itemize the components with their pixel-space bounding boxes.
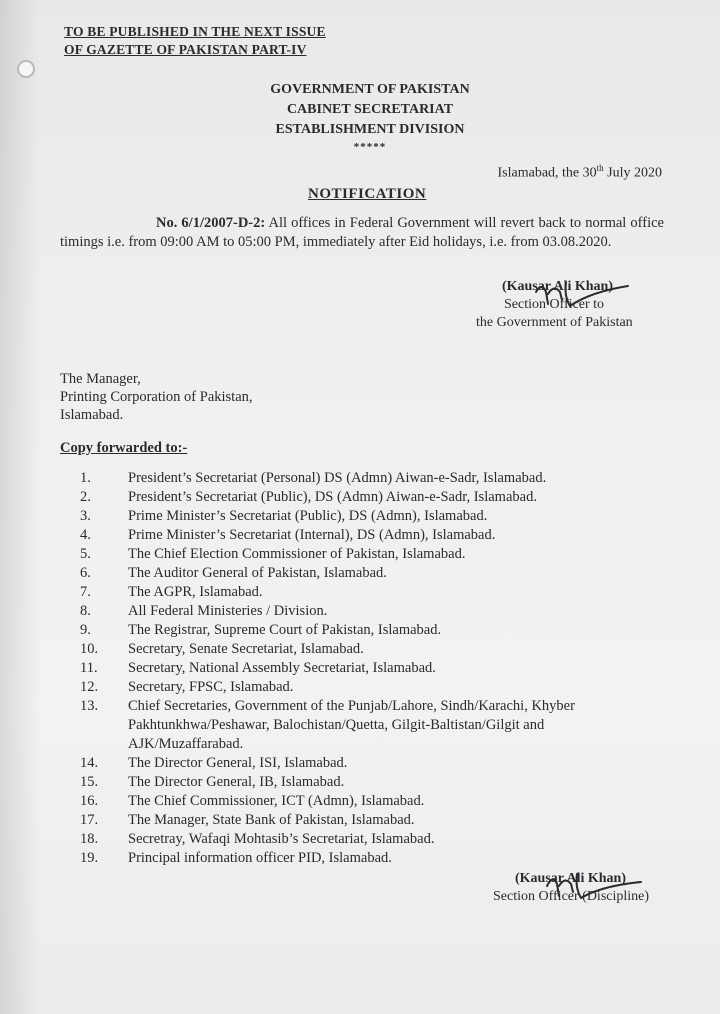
list-item: [80, 526, 640, 545]
list-item: [80, 792, 640, 811]
signatory-1-block: [476, 278, 656, 332]
list-item-number: 1.: [80, 470, 91, 486]
signatory-2-name: (Kausar Ali Khan): [515, 871, 626, 886]
list-item-text: The Auditor General of Pakistan, Islamabad.: [128, 565, 387, 581]
list-item-number: 7.: [80, 584, 91, 600]
list-item-text: The AGPR, Islamabad.: [128, 584, 263, 600]
list-item: [80, 602, 640, 621]
list-item: [80, 697, 640, 754]
list-item-number: 14.: [80, 755, 99, 771]
list-item-text: Secretray, Wafaqi Mohtasib’s Secretariat, Islamabad.: [128, 831, 435, 847]
list-item-text: Secretary, National Assembly Secretariat, Islamabad.: [128, 660, 436, 676]
letterhead-government: GOVERNMENT OF PAKISTAN: [270, 82, 470, 97]
list-item-text: Chief Secretaries, Government of the Punjab/Lahore, Sindh/Karachi, Khyber Pakhtunkhwa/Peshawar, Balochistan/Quetta, Gilgit-Baltistan/Gilgit and AJK/Muzaffarabad.: [128, 698, 575, 752]
list-item-text: Prime Minister’s Secretariat (Internal), DS (Admn), Islamabad.: [128, 527, 496, 543]
list-item-text: The Manager, State Bank of Pakistan, Islamabad.: [128, 812, 415, 828]
list-item-number: 3.: [80, 508, 91, 524]
list-item-number: 10.: [80, 641, 99, 657]
list-item-text: The Director General, ISI, Islamabad.: [128, 755, 348, 771]
list-item-number: 15.: [80, 774, 99, 790]
letterhead: [255, 80, 485, 154]
list-item-text: The Chief Commissioner, ICT (Admn), Islamabad.: [128, 793, 425, 809]
notification-number: No. 6/1/2007-D-2:: [156, 215, 266, 231]
letterhead-secretariat: CABINET SECRETARIAT: [286, 102, 454, 117]
date-rest: July 2020: [603, 165, 662, 181]
list-item-number: 4.: [80, 527, 91, 543]
list-item: [80, 583, 640, 602]
list-item-number: 12.: [80, 679, 99, 695]
gazette-notice-line1: TO BE PUBLISHED IN THE NEXT ISSUE: [64, 24, 326, 39]
list-item-text: All Federal Ministeries / Division.: [128, 603, 328, 619]
list-item-number: 2.: [80, 489, 91, 505]
list-item: [80, 564, 640, 583]
list-item: [80, 849, 640, 868]
gazette-notice-line2: OF GAZETTE OF PAKISTAN PART-IV: [64, 42, 307, 57]
list-item: [80, 678, 640, 697]
addressee-line3: Islamabad.: [60, 407, 124, 423]
list-item-number: 13.: [80, 698, 99, 714]
addressee-line1: The Manager,: [60, 371, 141, 387]
list-item-text: Secretary, Senate Secretariat, Islamabad.: [128, 641, 364, 657]
list-item: [80, 469, 640, 488]
page-shadow: [0, 0, 40, 1014]
letterhead-division: ESTABLISHMENT DIVISION: [275, 122, 465, 137]
list-item-text: The Registrar, Supreme Court of Pakistan, Islamabad.: [128, 622, 442, 638]
list-item: [80, 640, 640, 659]
notification-title: NOTIFICATION: [308, 186, 427, 202]
notification-text: All offices in Federal Government will revert back to normal office timings i.e. from 09:00 AM to 05:00 PM, immediately after Eid holidays, i.e. from 03.08.2020.: [60, 215, 664, 250]
signatory-2-designation: Section Officer (Discipline): [493, 889, 650, 904]
date-prefix: Islamabad, the 30: [497, 165, 597, 181]
list-item-number: 9.: [80, 622, 91, 638]
list-item-text: The Chief Election Commissioner of Pakistan, Islamabad.: [128, 546, 466, 562]
signatory-1-office: the Government of Pakistan: [476, 315, 633, 330]
list-item-text: President’s Secretariat (Public), DS (Admn) Aiwan-e-Sadr, Islamabad.: [128, 489, 537, 505]
addressee-line2: Printing Corporation of Pakistan,: [60, 389, 253, 405]
list-item: [80, 754, 640, 773]
list-item-number: 6.: [80, 565, 91, 581]
list-item-number: 11.: [80, 660, 98, 676]
list-item-text: Secretary, FPSC, Islamabad.: [128, 679, 294, 695]
list-item: [80, 621, 640, 640]
list-item-number: 8.: [80, 603, 91, 619]
document-date: [498, 163, 663, 182]
list-item-text: Principal information officer PID, Islamabad.: [128, 850, 392, 866]
list-item-number: 18.: [80, 831, 99, 847]
list-item-number: 19.: [80, 850, 99, 866]
list-item: [80, 773, 640, 792]
list-item: [80, 545, 640, 564]
notification-body: [60, 214, 664, 252]
list-item-text: The Director General, IB, Islamabad.: [128, 774, 345, 790]
list-item-number: 16.: [80, 793, 99, 809]
list-item-text: Prime Minister’s Secretariat (Public), DS (Admn), Islamabad.: [128, 508, 488, 524]
letterhead-stars: *****: [353, 141, 387, 153]
list-item-number: 17.: [80, 812, 99, 828]
list-item: [80, 659, 640, 678]
signatory-1-name: (Kausar Ali Khan): [502, 279, 613, 294]
list-item: [80, 830, 640, 849]
copy-forwarded-title: Copy forwarded to:-: [60, 440, 188, 456]
list-item: [80, 488, 640, 507]
list-item-text: President’s Secretariat (Personal) DS (Admn) Aiwan-e-Sadr, Islamabad.: [128, 470, 547, 486]
copy-forwarded-list: [80, 469, 640, 868]
list-item: [80, 507, 640, 526]
list-item-number: 5.: [80, 546, 91, 562]
punch-hole: [17, 60, 35, 78]
list-item: [80, 811, 640, 830]
signatory-2-block: [493, 870, 673, 906]
gazette-notice: [64, 23, 326, 59]
date-suffix: th: [596, 163, 604, 173]
addressee-block: [60, 370, 253, 424]
signatory-1-designation: Section Officer to: [504, 297, 605, 312]
